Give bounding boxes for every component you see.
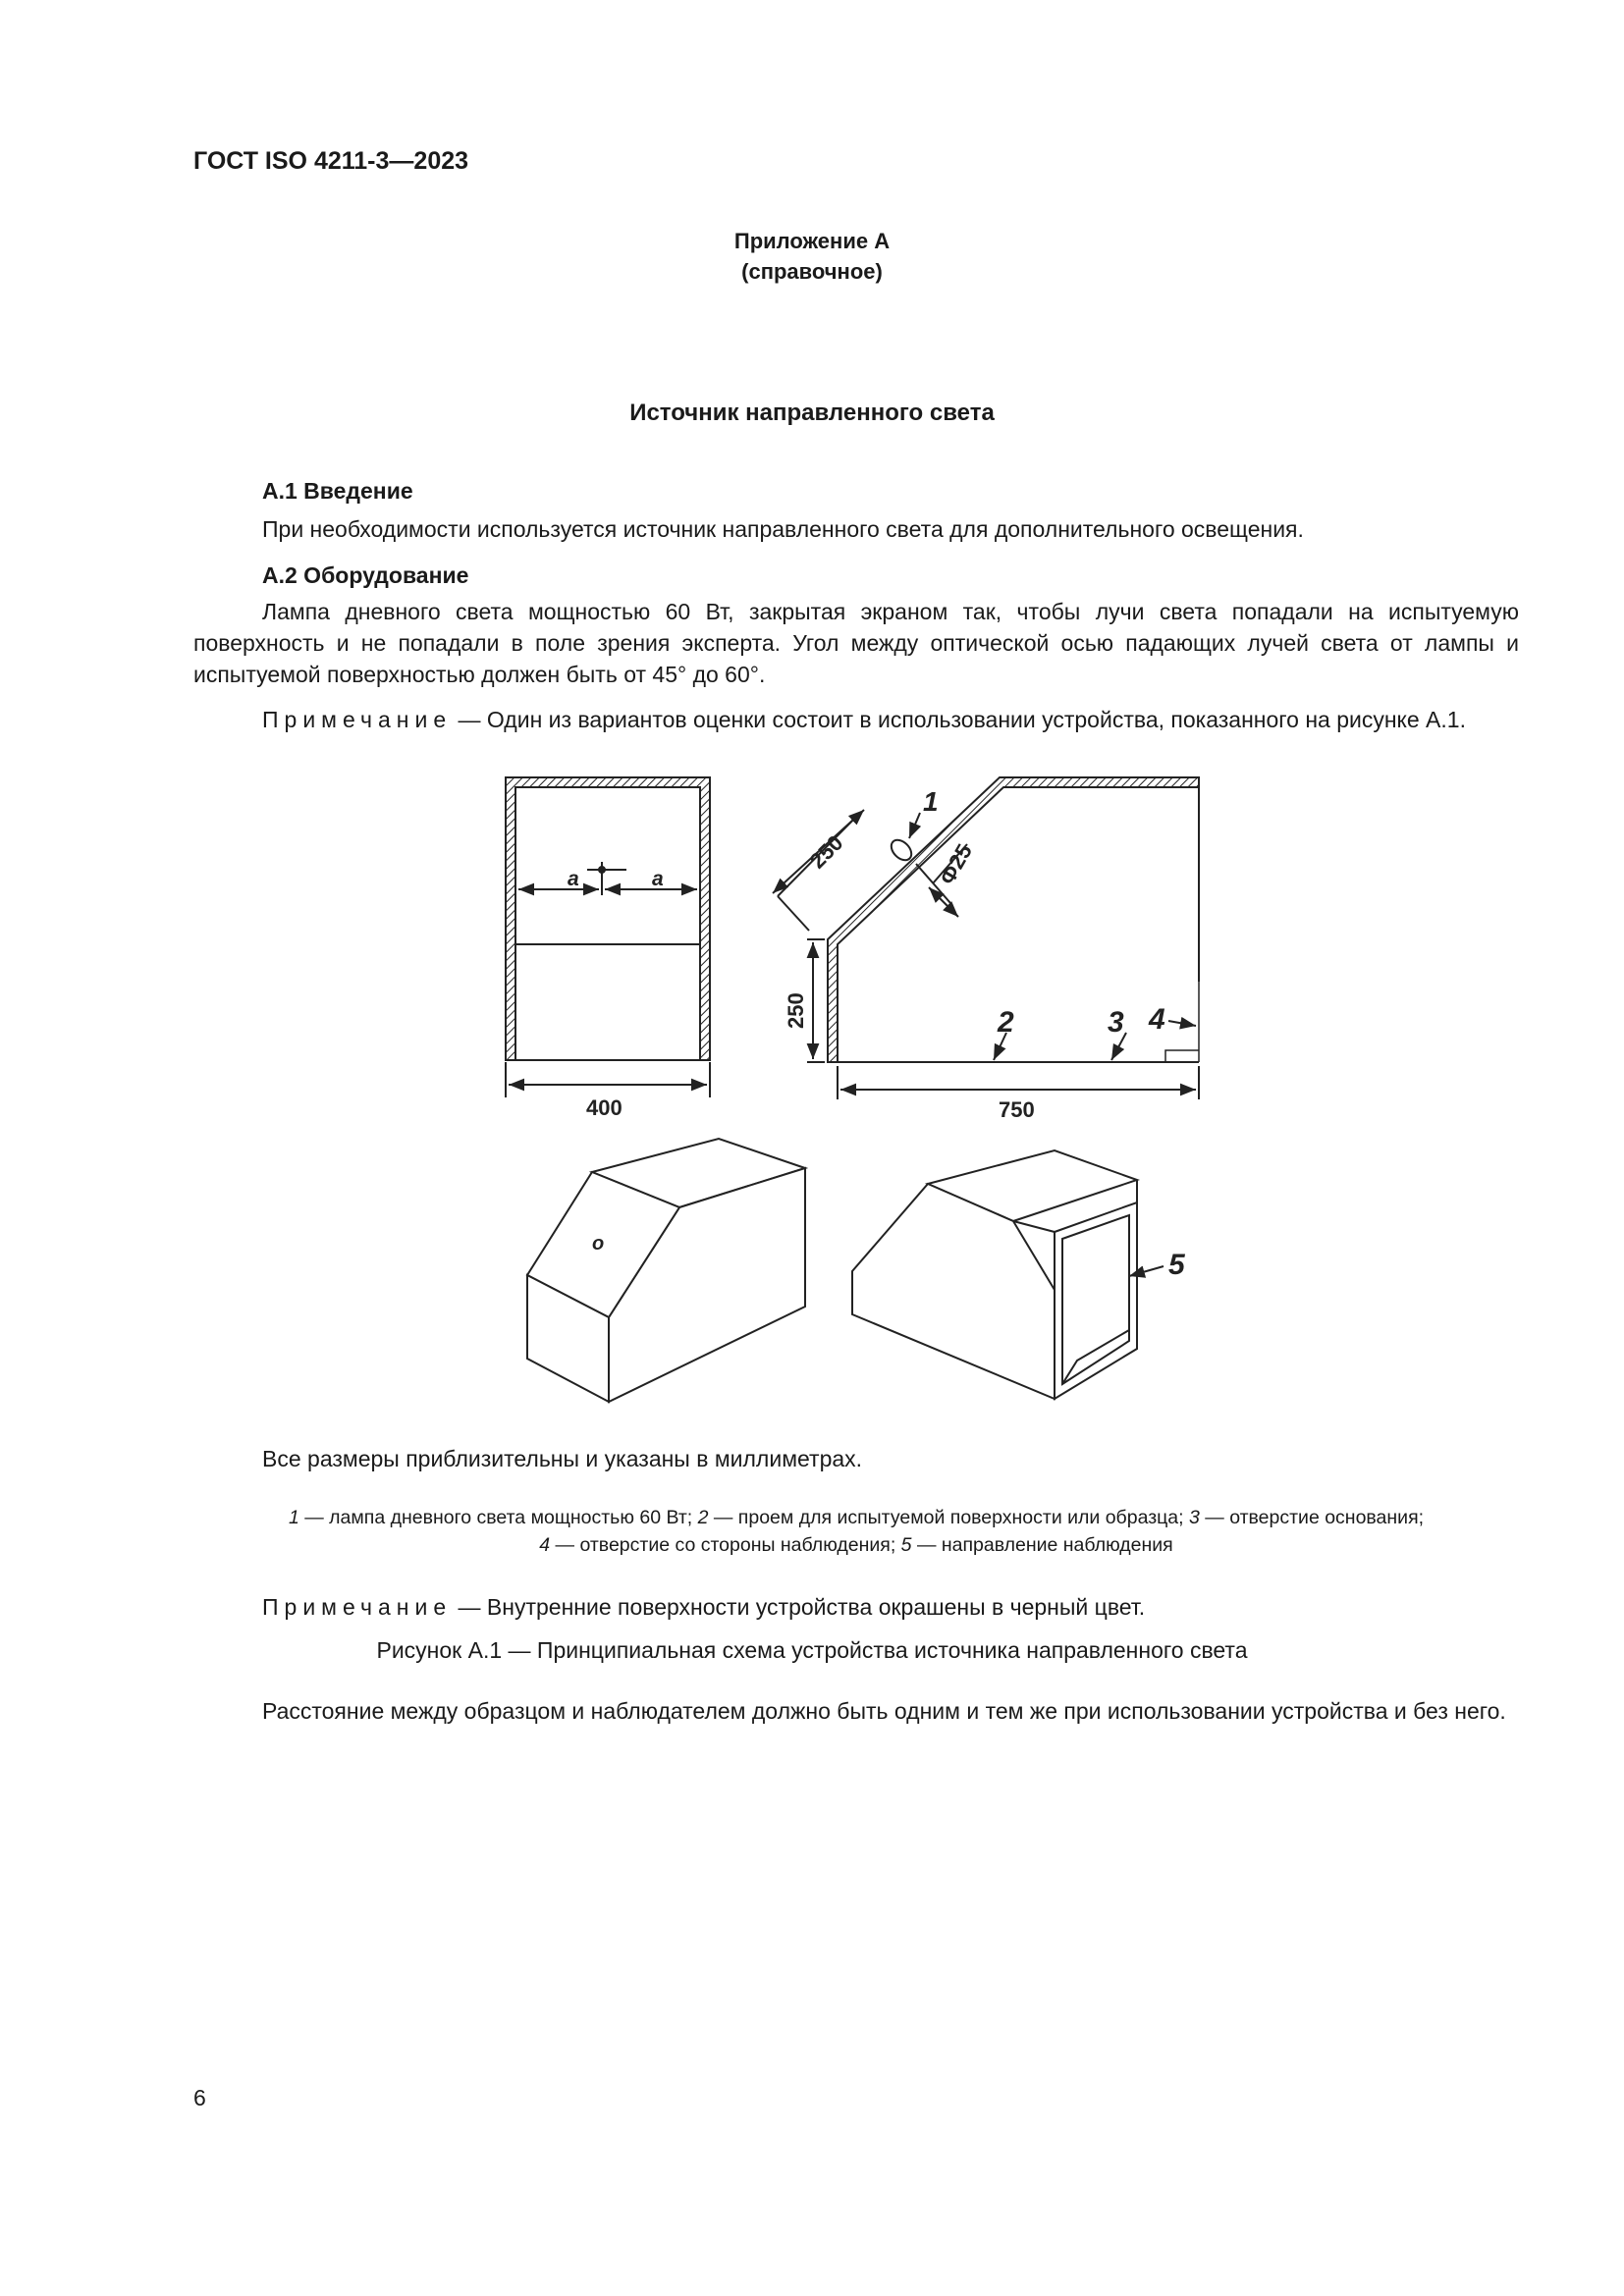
front-view: [506, 777, 710, 1097]
dim-diameter: Ф25: [934, 839, 977, 889]
lamp-hole-mark: о: [592, 1233, 605, 1255]
a1-heading: А.1 Введение: [262, 478, 413, 504]
figure-caption: Рисунок А.1 — Принципиальная схема устройства источника направленного света: [376, 1637, 1248, 1663]
callout-1: 1: [923, 786, 939, 817]
note-1-label: Примечание: [262, 707, 453, 732]
annex-kind: (справочное): [741, 259, 883, 284]
callout-5: 5: [1168, 1249, 1185, 1281]
callout-3: 3: [1108, 1006, 1124, 1039]
a2-text: Лампа дневного света мощностью 60 Вт, закрытая экраном так, чтобы лучи света попадали на испытуемую поверхность и не попадали в поле зрения эксперта. Угол между оптической осью падающих лучей света от лампы и испытуемой поверхностью должен быть от 45° до 60°.: [193, 599, 1519, 687]
dims-note: Все размеры приблизительны и указаны в миллиметрах.: [262, 1446, 863, 1471]
section-title: Источник направленного света: [629, 400, 995, 426]
side-view: [773, 777, 1199, 1099]
callout-4: 4: [1149, 1003, 1165, 1036]
dim-slope: 250: [804, 829, 848, 874]
legend-key-2: 2: [697, 1507, 709, 1528]
page-number: 6: [193, 2085, 206, 2110]
note-2-label: Примечание: [262, 1594, 453, 1620]
closing-paragraph: Расстояние между образцом и наблюдателем должно быть одним и тем же при использовании устройства и без него.: [262, 1698, 1506, 1724]
note-2: [193, 1591, 1519, 1623]
dim-a-left: a: [568, 868, 579, 890]
isometric-rear-view: [852, 1150, 1164, 1399]
document-code: ГОСТ ISO 4211-3—2023: [193, 147, 469, 175]
dim-height: 250: [784, 992, 808, 1029]
legend-text-5: — направление наблюдения: [911, 1534, 1173, 1556]
callout-2: 2: [998, 1006, 1014, 1039]
legend-text-4: — отверстие со стороны наблюдения;: [550, 1534, 901, 1556]
note-2-text: — Внутренние поверхности устройства окрашены в черный цвет.: [452, 1594, 1146, 1620]
a1-text: При необходимости используется источник направленного света для дополнительного освещения.: [262, 516, 1304, 542]
legend-text-2: — проем для испытуемой поверхности или образца;: [708, 1507, 1189, 1528]
legend-key-4: 4: [539, 1534, 551, 1556]
dim-width: 400: [586, 1095, 623, 1120]
a2-heading: А.2 Оборудование: [262, 562, 469, 588]
legend-key-1: 1: [288, 1507, 299, 1528]
dim-a-right: a: [652, 868, 664, 890]
annex-title: Приложение А: [733, 229, 891, 253]
legend-key-3: 3: [1189, 1507, 1200, 1528]
note-1-text: — Один из вариантов оценки состоит в использовании устройства, показанного на рисунке А.1.: [452, 707, 1466, 732]
isometric-front-view: [527, 1139, 805, 1402]
legend-text-3: — отверстие основания;: [1199, 1507, 1425, 1528]
legend-text-1: — лампа дневного света мощностью 60 Вт;: [298, 1507, 698, 1528]
figure-legend: [193, 1504, 1519, 1559]
legend-key-5: 5: [900, 1534, 912, 1556]
dim-length: 750: [999, 1097, 1035, 1122]
